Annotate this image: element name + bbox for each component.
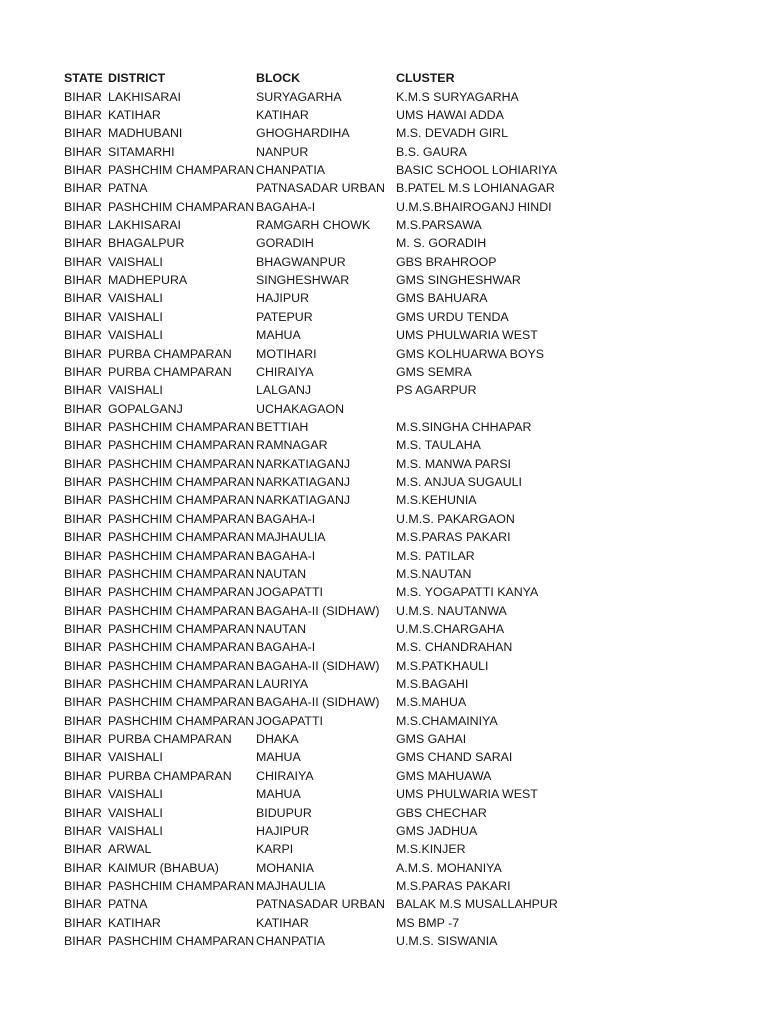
cell-cluster: M.S.SINGHA CHHAPAR <box>396 419 532 434</box>
cell-district: PASHCHIM CHAMPARAN <box>108 199 255 214</box>
cell-cluster: GBS CHECHAR <box>396 805 487 820</box>
cell-state: BIHAR <box>64 695 102 710</box>
table-row <box>0 767 768 785</box>
cell-district: PASHCHIM CHAMPARAN <box>108 640 255 655</box>
cell-cluster: M.S.MAHUA <box>396 695 467 710</box>
cell-cluster: GMS JADHUA <box>396 823 478 838</box>
table-row <box>0 216 768 234</box>
cell-block: BETTIAH <box>256 419 309 434</box>
cell-cluster: UMS HAWAI ADDA <box>396 107 504 122</box>
cell-district: PASHCHIM CHAMPARAN <box>108 162 255 177</box>
cell-cluster: B.S. GAURA <box>396 144 467 159</box>
cell-block: LALGANJ <box>256 383 312 398</box>
table-row <box>0 730 768 748</box>
cell-cluster: B.PATEL M.S LOHIANAGAR <box>396 181 555 196</box>
cell-district: PASHCHIM CHAMPARAN <box>108 493 255 508</box>
cell-cluster: M.S.NAUTAN <box>396 566 472 581</box>
cell-cluster: GMS URDU TENDA <box>396 309 509 324</box>
table-row <box>0 473 768 491</box>
cell-district: VAISHALI <box>108 787 163 802</box>
cell-block: MOTIHARI <box>256 346 317 361</box>
table-row <box>0 491 768 509</box>
header-state: STATE <box>64 71 103 85</box>
cell-district: ARWAL <box>108 842 152 857</box>
cell-district: PASHCHIM CHAMPARAN <box>108 438 255 453</box>
cell-block: BAGAHA-I <box>256 511 316 526</box>
cell-district: VAISHALI <box>108 805 163 820</box>
cell-state: BIHAR <box>64 603 102 618</box>
cell-block: JOGAPATTI <box>256 713 324 728</box>
cell-state: BIHAR <box>64 548 102 563</box>
cell-district: VAISHALI <box>108 823 163 838</box>
cell-block: BAGAHA-I <box>256 548 316 563</box>
table-row <box>0 583 768 601</box>
cell-cluster: M.S.PARAS PAKARI <box>396 530 511 545</box>
cell-block: KATIHAR <box>256 107 309 122</box>
table-row <box>0 602 768 620</box>
cell-state: BIHAR <box>64 732 102 747</box>
cell-state: BIHAR <box>64 419 102 434</box>
table-row <box>0 693 768 711</box>
table-row <box>0 124 768 142</box>
cell-district: VAISHALI <box>108 309 163 324</box>
table-row <box>0 400 768 418</box>
cell-state: BIHAR <box>64 254 102 269</box>
cell-cluster: MS BMP -7 <box>396 915 460 930</box>
cell-block: BAGAHA-II (SIDHAW) <box>256 658 380 673</box>
table-row <box>0 289 768 307</box>
cell-district: KATIHAR <box>108 915 161 930</box>
cell-state: BIHAR <box>64 493 102 508</box>
cell-block: PATEPUR <box>256 309 313 324</box>
header-cluster: CLUSTER <box>396 71 455 85</box>
table-row <box>0 859 768 877</box>
cell-block: NARKATIAGANJ <box>256 475 351 490</box>
cell-block: KATIHAR <box>256 915 309 930</box>
cell-state: BIHAR <box>64 878 102 893</box>
cell-state: BIHAR <box>64 456 102 471</box>
cell-state: BIHAR <box>64 218 102 233</box>
cell-cluster: UMS PHULWARIA WEST <box>396 328 538 343</box>
table-row <box>0 179 768 197</box>
cell-district: PASHCHIM CHAMPARAN <box>108 621 255 636</box>
cell-cluster: GMS SINGHESHWAR <box>396 273 521 288</box>
cell-cluster: BASIC SCHOOL LOHIARIYA <box>396 162 558 177</box>
cell-district: PASHCHIM CHAMPARAN <box>108 530 255 545</box>
cell-block: CHANPATIA <box>256 934 326 949</box>
cell-state: BIHAR <box>64 475 102 490</box>
cell-cluster: M.S.PARAS PAKARI <box>396 878 511 893</box>
cell-cluster: BALAK M.S MUSALLAHPUR <box>396 897 558 912</box>
cell-district: VAISHALI <box>108 383 163 398</box>
cell-cluster: U.M.S. NAUTANWA <box>396 603 507 618</box>
cell-state: BIHAR <box>64 107 102 122</box>
table-row <box>0 198 768 216</box>
cell-district: LAKHISARAI <box>108 218 181 233</box>
cell-block: DHAKA <box>256 732 299 747</box>
cell-state: BIHAR <box>64 677 102 692</box>
cell-block: GHOGHARDIHA <box>256 126 350 141</box>
cell-district: PASHCHIM CHAMPARAN <box>108 878 255 893</box>
cell-district: BHAGALPUR <box>108 236 185 251</box>
cell-cluster: M.S. ANJUA SUGAULI <box>396 475 523 490</box>
cell-cluster: M.S.PARSAWA <box>396 218 482 233</box>
cell-block: BIDUPUR <box>256 805 312 820</box>
cell-state: BIHAR <box>64 842 102 857</box>
cell-block: BAGAHA-I <box>256 640 316 655</box>
cell-district: PASHCHIM CHAMPARAN <box>108 677 255 692</box>
cell-block: LAURIYA <box>256 677 309 692</box>
cell-state: BIHAR <box>64 511 102 526</box>
table-row <box>0 675 768 693</box>
table-row <box>0 932 768 950</box>
cell-state: BIHAR <box>64 144 102 159</box>
table-row <box>0 547 768 565</box>
cell-district: KATIHAR <box>108 107 161 122</box>
cell-block: NAUTAN <box>256 621 307 636</box>
table-row <box>0 620 768 638</box>
cell-block: NANPUR <box>256 144 309 159</box>
cell-district: PURBA CHAMPARAN <box>108 768 232 783</box>
cell-block: MAHUA <box>256 750 301 765</box>
cell-district: PATNA <box>108 181 148 196</box>
cell-state: BIHAR <box>64 640 102 655</box>
cell-state: BIHAR <box>64 89 102 104</box>
cell-cluster: M. S. GORADIH <box>396 236 487 251</box>
table-row <box>0 161 768 179</box>
cell-state: BIHAR <box>64 328 102 343</box>
cell-state: BIHAR <box>64 291 102 306</box>
cell-district: VAISHALI <box>108 291 163 306</box>
cell-state: BIHAR <box>64 438 102 453</box>
cell-state: BIHAR <box>64 126 102 141</box>
cell-cluster: M.S. MANWA PARSI <box>396 456 511 471</box>
cell-state: BIHAR <box>64 658 102 673</box>
cell-state: BIHAR <box>64 383 102 398</box>
cell-state: BIHAR <box>64 768 102 783</box>
cell-cluster: A.M.S. MOHANIYA <box>396 860 502 875</box>
cell-state: BIHAR <box>64 309 102 324</box>
cell-cluster: M.S.BAGAHI <box>396 677 469 692</box>
cell-cluster: U.M.S.CHARGAHA <box>396 621 505 636</box>
cell-cluster: M.S. PATILAR <box>396 548 475 563</box>
table-row <box>0 785 768 803</box>
cell-block: MAHUA <box>256 787 301 802</box>
table-row <box>0 877 768 895</box>
cell-district: PASHCHIM CHAMPARAN <box>108 419 255 434</box>
cell-cluster: GMS SEMRA <box>396 364 472 379</box>
cell-district: PASHCHIM CHAMPARAN <box>108 603 255 618</box>
cell-district: VAISHALI <box>108 328 163 343</box>
cell-state: BIHAR <box>64 915 102 930</box>
cell-block: GORADIH <box>256 236 314 251</box>
cell-cluster: GMS GAHAI <box>396 732 467 747</box>
cell-state: BIHAR <box>64 750 102 765</box>
cell-state: BIHAR <box>64 621 102 636</box>
table-row <box>0 381 768 399</box>
cell-cluster: M.S.KEHUNIA <box>396 493 477 508</box>
cell-block: HAJIPUR <box>256 823 310 838</box>
cell-state: BIHAR <box>64 346 102 361</box>
cell-block: JOGAPATTI <box>256 585 324 600</box>
cell-state: BIHAR <box>64 364 102 379</box>
table-row <box>0 253 768 271</box>
table-row <box>0 234 768 252</box>
table-row <box>0 565 768 583</box>
cell-block: BAGAHA-I <box>256 199 316 214</box>
table-row <box>0 106 768 124</box>
table-row <box>0 528 768 546</box>
cell-cluster: M.S. DEVADH GIRL <box>396 126 508 141</box>
cell-block: NAUTAN <box>256 566 307 581</box>
table-row <box>0 418 768 436</box>
table-row <box>0 914 768 932</box>
cell-block: CHIRAIYA <box>256 364 314 379</box>
table-row <box>0 308 768 326</box>
cell-cluster: GMS BAHUARA <box>396 291 488 306</box>
cell-district: MADHUBANI <box>108 126 183 141</box>
cell-block: BAGAHA-II (SIDHAW) <box>256 603 380 618</box>
cell-district: VAISHALI <box>108 254 163 269</box>
cell-district: PURBA CHAMPARAN <box>108 364 232 379</box>
cell-block: SURYAGARHA <box>256 89 342 104</box>
cell-district: PASHCHIM CHAMPARAN <box>108 934 255 949</box>
cell-block: UCHAKAGAON <box>256 401 345 416</box>
cell-cluster: U.M.S.BHAIROGANJ HINDI <box>396 199 552 214</box>
cell-state: BIHAR <box>64 566 102 581</box>
table-row <box>0 455 768 473</box>
cell-cluster: K.M.S SURYAGARHA <box>396 89 519 104</box>
cell-block: CHANPATIA <box>256 162 326 177</box>
cell-block: RAMNAGAR <box>256 438 328 453</box>
table-row <box>0 363 768 381</box>
cell-district: MADHEPURA <box>108 273 188 288</box>
cell-district: PASHCHIM CHAMPARAN <box>108 456 255 471</box>
cell-district: PASHCHIM CHAMPARAN <box>108 695 255 710</box>
cell-state: BIHAR <box>64 805 102 820</box>
header-block: BLOCK <box>256 71 301 85</box>
cell-cluster: M.S. TAULAHA <box>396 438 481 453</box>
cell-state: BIHAR <box>64 823 102 838</box>
cell-block: KARPI <box>256 842 294 857</box>
table-row <box>0 510 768 528</box>
cell-cluster: U.M.S. PAKARGAON <box>396 511 515 526</box>
cell-cluster: GMS KOLHUARWA BOYS <box>396 346 545 361</box>
table-row <box>0 748 768 766</box>
cell-district: GOPALGANJ <box>108 401 183 416</box>
cell-cluster: PS AGARPUR <box>396 383 477 398</box>
cell-block: MAJHAULIA <box>256 878 326 893</box>
table-row <box>0 436 768 454</box>
cell-state: BIHAR <box>64 530 102 545</box>
table-row <box>0 271 768 289</box>
cell-cluster: GMS MAHUAWA <box>396 768 492 783</box>
cell-cluster: GBS BRAHROOP <box>396 254 497 269</box>
cell-state: BIHAR <box>64 585 102 600</box>
cell-district: PURBA CHAMPARAN <box>108 732 232 747</box>
table-row <box>0 638 768 656</box>
cell-district: PATNA <box>108 897 148 912</box>
cell-district: PASHCHIM CHAMPARAN <box>108 585 255 600</box>
table-row <box>0 345 768 363</box>
cell-state: BIHAR <box>64 860 102 875</box>
cell-district: PURBA CHAMPARAN <box>108 346 232 361</box>
cell-cluster: UMS PHULWARIA WEST <box>396 787 538 802</box>
cell-block: NARKATIAGANJ <box>256 493 351 508</box>
cell-district: SITAMARHI <box>108 144 175 159</box>
cell-block: HAJIPUR <box>256 291 310 306</box>
cell-block: NARKATIAGANJ <box>256 456 351 471</box>
cell-block: CHIRAIYA <box>256 768 314 783</box>
cell-block: BAGAHA-II (SIDHAW) <box>256 695 380 710</box>
table-row <box>0 840 768 858</box>
cell-district: LAKHISARAI <box>108 89 181 104</box>
table-row <box>0 657 768 675</box>
cell-block: MAJHAULIA <box>256 530 326 545</box>
cell-state: BIHAR <box>64 897 102 912</box>
cell-district: PASHCHIM CHAMPARAN <box>108 658 255 673</box>
table-row <box>0 143 768 161</box>
cell-block: PATNASADAR URBAN <box>256 181 385 196</box>
table-row <box>0 895 768 913</box>
table-row <box>0 712 768 730</box>
cell-state: BIHAR <box>64 401 102 416</box>
cell-state: BIHAR <box>64 713 102 728</box>
cell-district: PASHCHIM CHAMPARAN <box>108 511 255 526</box>
cell-district: PASHCHIM CHAMPARAN <box>108 713 255 728</box>
cell-block: PATNASADAR URBAN <box>256 897 385 912</box>
cell-block: MAHUA <box>256 328 301 343</box>
cell-district: VAISHALI <box>108 750 163 765</box>
cell-cluster: M.S. CHANDRAHAN <box>396 640 513 655</box>
cell-state: BIHAR <box>64 199 102 214</box>
cell-state: BIHAR <box>64 934 102 949</box>
cell-block: MOHANIA <box>256 860 314 875</box>
cell-cluster: GMS CHAND SARAI <box>396 750 513 765</box>
table-row <box>0 822 768 840</box>
cell-district: PASHCHIM CHAMPARAN <box>108 475 255 490</box>
table-row <box>0 326 768 344</box>
table-row <box>0 88 768 106</box>
cell-state: BIHAR <box>64 162 102 177</box>
cell-cluster: M.S.CHAMAINIYA <box>396 713 498 728</box>
cell-state: BIHAR <box>64 787 102 802</box>
cell-block: BHAGWANPUR <box>256 254 346 269</box>
cell-cluster: U.M.S. SISWANIA <box>396 934 498 949</box>
table-row <box>0 804 768 822</box>
cell-cluster: M.S.KINJER <box>396 842 466 857</box>
cell-district: PASHCHIM CHAMPARAN <box>108 566 255 581</box>
cell-state: BIHAR <box>64 273 102 288</box>
cell-cluster: M.S.PATKHAULI <box>396 658 489 673</box>
cell-block: SINGHESHWAR <box>256 273 350 288</box>
cell-block: RAMGARH CHOWK <box>256 218 371 233</box>
cell-cluster: M.S. YOGAPATTI KANYA <box>396 585 539 600</box>
table-header <box>0 69 768 87</box>
cell-district: PASHCHIM CHAMPARAN <box>108 548 255 563</box>
cell-state: BIHAR <box>64 181 102 196</box>
header-district: DISTRICT <box>108 71 166 85</box>
cell-state: BIHAR <box>64 236 102 251</box>
cell-district: KAIMUR (BHABUA) <box>108 860 219 875</box>
